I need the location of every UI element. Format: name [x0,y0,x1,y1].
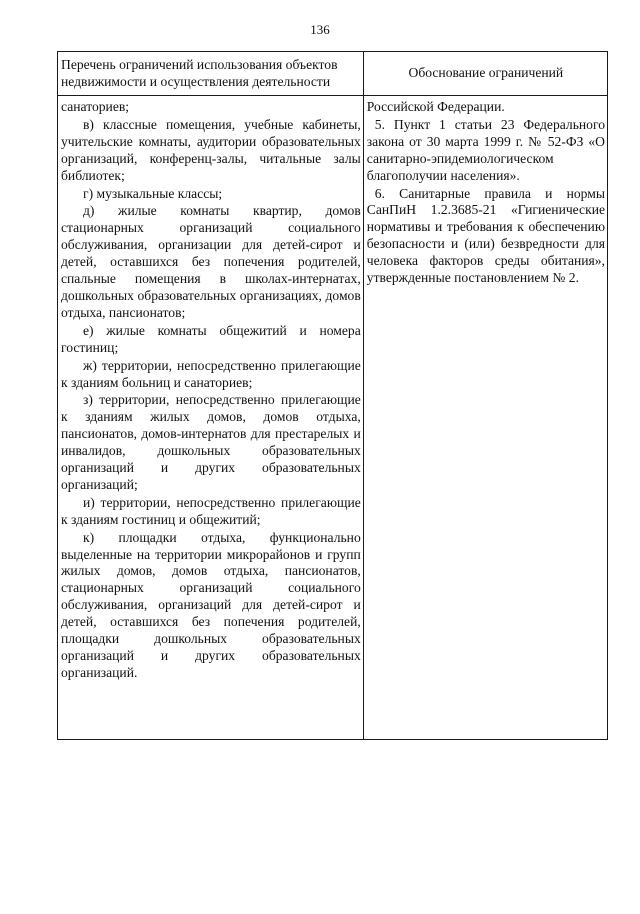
header-restrictions-list: Перечень ограничений использования объектов недвижимости и осуществления деятельности [58,52,364,96]
table-row [58,96,608,740]
restriction-item-g: г) музыкальные классы; [83,185,223,201]
restriction-item-d: д) жилые комнаты квартир, домов стационарных организаций социального обслуживания, организации для детей-сирот и детей, оставшихся без попечения родителей, спальные помещения в школах-интернатах, дошкольных образовательных организациях, домов отдыха, пансионатов; [61,203,361,320]
restriction-item-zh: ж) территории, непосредственно прилегающие к зданиям больниц и санаториев; [61,357,361,390]
restriction-item-e: е) жилые комнаты общежитий и номера гостиниц; [61,322,361,355]
page-number: 136 [310,22,330,37]
justification-paragraph: Российской Федерации. [366,99,505,114]
restrictions-table [57,51,608,740]
justification-item-5: 5. Пункт 1 статьи 23 Федерального закона от 30 марта 1999 г. № 52-ФЗ «О санитарно-эпидемиологическом благополучии населения». [366,116,605,183]
justification-cell [363,96,607,740]
restriction-item-z: з) территории, непосредственно прилегающие к зданиям жилых домов, домов отдыха, пансионатов, домов-интернатов для престарелых и инвалидов, дошкольных образовательных организаций и других образовательных организаций; [61,392,361,492]
table-header-row [58,52,608,96]
restrictions-cell [58,96,364,740]
justification-item-6: 6. Санитарные правила и нормы СанПиН 1.2.3685-21 «Гигиенические нормативы и требования к обеспечению безопасности и (или) безвредности для человека факторов среды обитания», утвержденные постановлением № 2. [366,185,605,286]
restriction-item-i: и) территории, непосредственно прилегающие к зданиям гостиниц и общежитий; [61,494,361,527]
restriction-item-k: к) площадки отдыха, функционально выделенные на территории микрорайонов и групп жилых домов, домов отдыха, пансионатов, стационарных организаций социального обслуживания, организаций для детей-сирот и детей, оставшихся без попечения родителей, площадки дошкольных образовательных организаций и других образовательных организаций. [61,529,361,680]
restriction-item-v: в) классные помещения, учебные кабинеты, учительские комнаты, аудитории образовательных организаций, конференц-залы, читальные залы библиотек; [61,116,361,183]
restriction-paragraph: санаториев; [61,99,130,114]
header-justification: Обоснование ограничений [363,52,607,96]
